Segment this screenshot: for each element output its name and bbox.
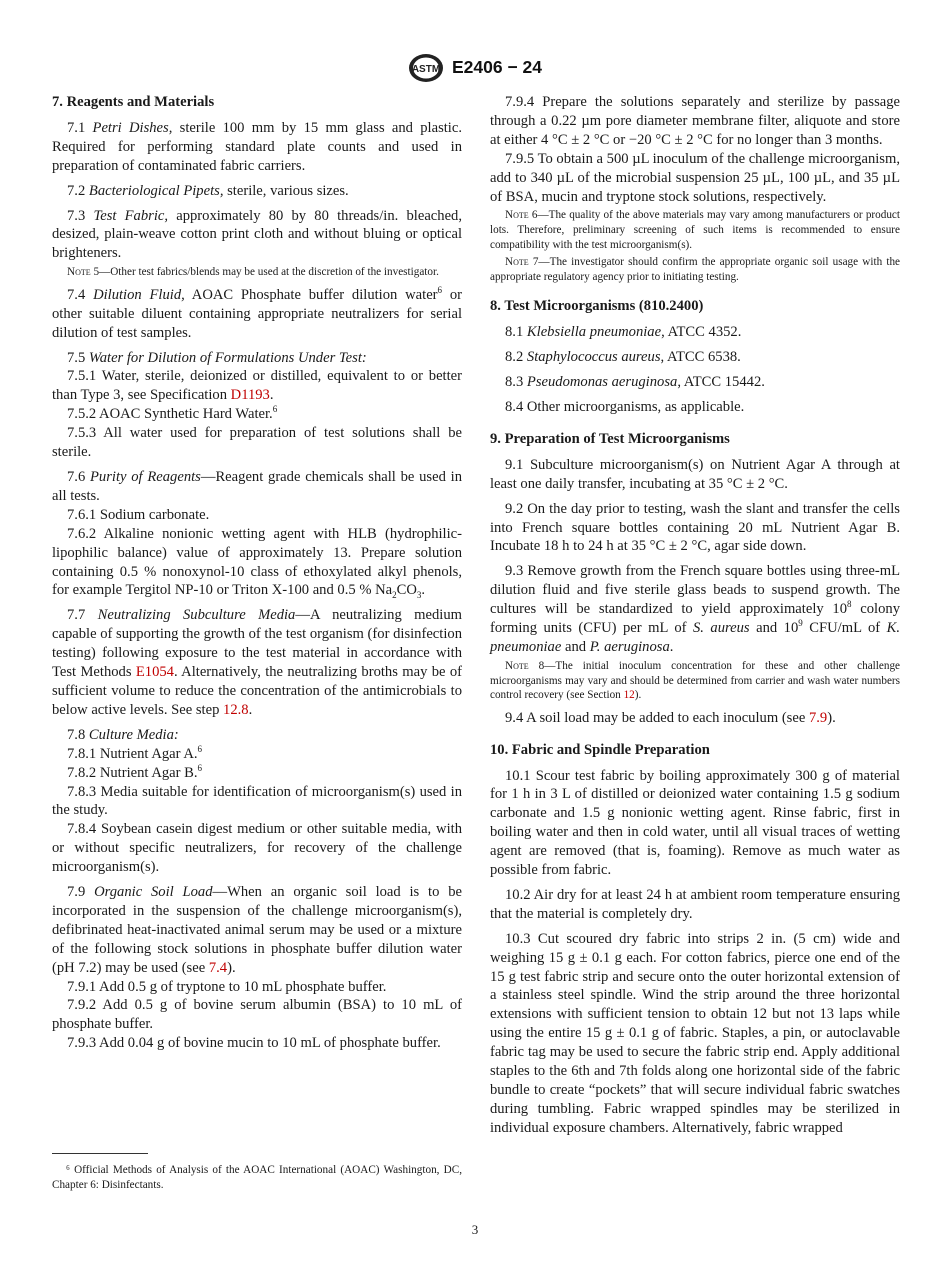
link-7-4[interactable]: 7.4 — [208, 959, 228, 976]
astm-logo-icon — [407, 52, 445, 84]
para-7-6: 7.6 Purity of Reagents—Reagent grade chemicals shall be used in all tests. — [52, 469, 462, 504]
section-10-heading: 10. Fabric and Spindle Preparation — [490, 741, 710, 758]
section-8-heading: 8. Test Microorganisms (810.2400) — [490, 298, 704, 315]
para-7-5-1: 7.5.1 Water, sterile, deionized or distilled, equivalent to or better than Type 3, see Specification D1193. — [52, 368, 462, 404]
document-id: E2406 − 24 — [452, 57, 543, 77]
para-7-9-1: 7.9.1 Add 0.5 g of tryptone to 10 mL phosphate buffer. — [67, 978, 387, 995]
para-7-1: 7.1 Petri Dishes, sterile 100 mm by 15 mm glass and plastic. Required for performing standard plate counts and used in preparation of contaminated fabric carriers. — [52, 119, 462, 174]
para-8-2: 8.2 Staphylococcus aureus, ATCC 6538. — [505, 349, 741, 366]
para-9-3: 9.3 Remove growth from the French square bottles using three-mL dilution fluid and five sterile glass beads to suspend growth. The cultures will be standardized to yield approximately $10^8$ colony forming units (CFU) per mL of S. aureus and $10^9$ CFU/mL of K. pneumoniae and P. aeruginosa. — [490, 563, 900, 655]
page-header — [0, 52, 950, 86]
para-7-8-3: 7.8.3 Media suitable for identification of microorganism(s) used in the study. — [52, 783, 462, 819]
para-7-2: 7.2 Bacteriological Pipets, sterile, various sizes. — [67, 182, 349, 199]
para-7-9-3: 7.9.3 Add 0.04 g of bovine mucin to 10 mL of phosphate buffer. — [67, 1035, 441, 1052]
para-10-3: 10.3 Cut scoured dry fabric into strips 2 in. (5 cm) wide and weighing 15 g ± 0.1 g each. For cotton fabrics, pierce one end of the 15 g test fabric strip and secure onto the outer horizontal extension of a stainless steel spindle. Wind the strip around the three horizontal extensions with sufficient tension to obtain 12 but not 13 laps while using the entire 15 g ± 0.1 g of fabric. Staples, a pin, or autoclavable fabric tag may be used to secure the fabric strip end. Apply additional staples to the 6th and 7th folds along one horizontal side of the fabric bundle to create “pockets” that will secure individual fabric swatches during tumbling. Fabric wrapped spindles may be sterilized in individual exposure chambers. Alternatively, fabric wrapped — [490, 930, 900, 1136]
link-d1193[interactable]: D1193 — [230, 387, 270, 404]
para-8-4: 8.4 Other microorganisms, as applicable. — [505, 399, 745, 416]
para-7-7: 7.7 Neutralizing Subculture Media—A neutralizing medium capable of supporting the growth of the test organism (for disinfection testing) following exposure to the test material in accordance with Test Methods E1054. Alternatively, the neutralizing broths may be of sufficient volume to reduce the concentration of the antimicrobials to below active levels. See step 12.8. — [52, 607, 462, 718]
para-9-2: 9.2 On the day prior to testing, wash the slant and transfer the cells into French square bottles containing 20 mL Nutrient Agar B. Incubate 18 h to 24 h at 35 °C ± 2 °C, agar side down. — [490, 500, 900, 555]
footnote-divider — [52, 1153, 148, 1154]
link-section-12[interactable]: 12 — [623, 689, 635, 702]
link-12-8[interactable]: 12.8 — [223, 701, 249, 718]
para-7-6-1: 7.6.1 Sodium carbonate. — [67, 506, 210, 523]
para-7-8-4: 7.8.4 Soybean casein digest medium or other suitable media, with or without specific neutralizers, for recovery of the challenge microorganism(s). — [52, 821, 462, 876]
page-number: 3 — [471, 1222, 479, 1237]
para-9-4: 9.4 A soil load may be added to each inoculum (see 7.9). — [505, 709, 836, 726]
para-8-3: 8.3 Pseudomonas aeruginosa, ATCC 15442. — [505, 374, 765, 391]
para-7-8-1: 7.8.1 Nutrient Agar A.$^6$ — [67, 743, 203, 762]
note-5: Note 5—Other test fabrics/blends may be used at the discretion of the investigator. — [67, 266, 439, 279]
para-9-1: 9.1 Subculture microorganism(s) on Nutrient Agar A through at least one daily transfer, incubating at 35 °C ± 2 °C. — [490, 456, 900, 492]
section-9-heading: 9. Preparation of Test Microorganisms — [490, 430, 730, 447]
para-7-5-3: 7.5.3 All water used for preparation of test solutions shall be sterile. — [52, 425, 462, 461]
para-7-3: 7.3 Test Fabric, approximately 80 by 80 threads/in. bleached, desized, plain-weave cotton print cloth and without bluing or optical brighteners. — [52, 207, 462, 262]
para-8-1: 8.1 Klebsiella pneumoniae, ATCC 4352. — [505, 324, 742, 341]
note-8: Note 8—The initial inoculum concentration for these and other challenge microorganisms may vary and should be determined from carrier and wash water numbers control recovery (see Section 12). — [490, 659, 901, 702]
footnote-6: ⁶ Official Methods of Analysis of the AOAC International (AOAC) Washington, DC, Chapter 6: Disinfectants. — [52, 1164, 462, 1192]
section-7-heading: 7. Reagents and Materials — [52, 94, 215, 110]
para-7-9-2: 7.9.2 Add 0.5 g of bovine serum albumin (BSA) to 10 mL of phosphate buffer. — [52, 997, 462, 1033]
para-7-9-5: 7.9.5 To obtain a 500 µL inoculum of the challenge microorganism, add to 340 µL of the microbial suspension 25 µL, 100 µL, and 35 µL of BSA, mucin and tryptone stock solutions, respectively. — [490, 150, 900, 205]
right-column — [490, 93, 900, 1138]
para-10-1: 10.1 Scour test fabric by boiling approximately 300 g of material for 1 h in 3 L of distilled or deionized water containing 1.5 g sodium carbonate and 1.5 g nonionic wetting agent. Rinse fabric, first in boiling water and then in cold water, until all visual traces of wetting agent are removed (that is, foaming). Remove as much water as possible from fabric. — [490, 767, 900, 879]
para-10-2: 10.2 Air dry for at least 24 h at ambient room temperature ensuring that the material is completely dry. — [490, 886, 900, 922]
para-7-4: 7.4 Dilution Fluid, AOAC Phosphate buffer dilution water$^6$ or other suitable diluent containing appropriate neutralizers for serial dilution of test samples. — [52, 284, 463, 341]
para-7-5: 7.5 Water for Dilution of Formulations Under Test: — [67, 349, 367, 366]
para-7-6-2: 7.6.2 Alkaline nonionic wetting agent with HLB (hydrophilic-lipophilic balance) value of approximately 13. Prepare solution containing 0.5 % nonoxynol-10 class of ethoxylated alkyl phenols, for example Tergitol NP-10 or Triton X-100 and 0.5 % $Na_2CO_3$. — [52, 525, 462, 601]
link-7-9[interactable]: 7.9 — [808, 709, 828, 726]
para-7-8-2: 7.8.2 Nutrient Agar B.$^6$ — [67, 762, 203, 781]
para-7-9: 7.9 Organic Soil Load—When an organic soil load is to be incorporated in the suspension of the challenge microorganism(s), defibrinated heat-inactivated animal serum may be used or a mixture of the following stock solutions in phosphate buffer dilution water (pH 7.2) may be used (see 7.4). — [52, 884, 462, 976]
note-7: Note 7—The investigator should confirm the appropriate organic soil usage with the appropriate regulatory agency prior to initiating testing. — [490, 256, 901, 283]
para-7-5-2: 7.5.2 AOAC Synthetic Hard Water.$^6$ — [67, 404, 278, 423]
left-column — [52, 93, 462, 1053]
para-7-9-4: 7.9.4 Prepare the solutions separately and sterilize by passage through a 0.22 µm pore diameter membrane filter, aliquote and store at either 4 °C ± 2 °C or −20 °C ± 2 °C for no longer than 3 months. — [490, 94, 900, 148]
link-e1054[interactable]: E1054 — [135, 664, 174, 681]
note-6: Note 6—The quality of the above materials may vary among manufacturers or product lots. Therefore, preliminary screening of such items is recommended to ensure compatibility with the test microorganism(s). — [490, 209, 901, 251]
para-7-8: 7.8 Culture Media: — [67, 726, 179, 743]
svg-text:ASTM: ASTM — [411, 64, 441, 75]
